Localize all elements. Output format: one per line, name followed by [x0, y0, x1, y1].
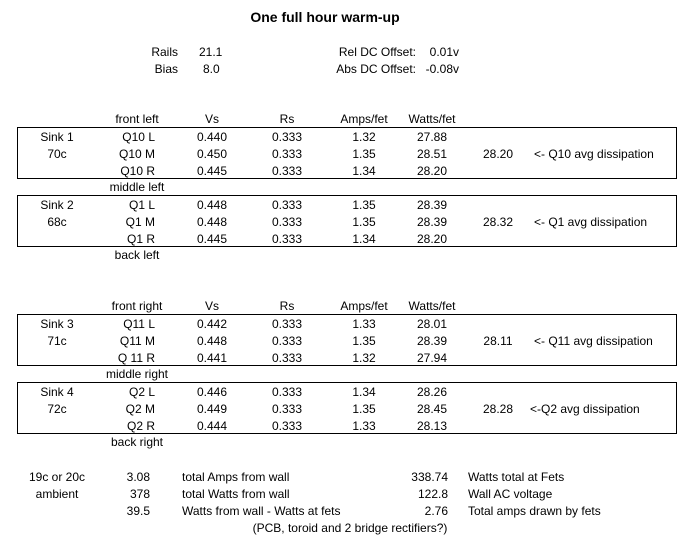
- watts-at-fets-value: 338.74: [411, 470, 448, 484]
- vs-value: 0.445: [196, 232, 228, 246]
- sink-1-avg-value: 28.20: [482, 147, 514, 161]
- sink-2-temp: 68c: [47, 215, 67, 229]
- column-header-amps: Amps/fet: [340, 112, 388, 126]
- watts-value: 28.45: [416, 402, 448, 416]
- amps-value: 1.35: [352, 215, 376, 229]
- watts-value: 28.20: [416, 164, 448, 178]
- rails-value: 21.1: [199, 45, 223, 59]
- amps-value: 1.33: [352, 317, 376, 331]
- watts-difference-value: 39.5: [126, 504, 150, 518]
- watts-value: 28.39: [416, 334, 448, 348]
- amps-value: 1.35: [352, 198, 376, 212]
- total-watts-value: 378: [129, 487, 150, 501]
- watts-value: 28.51: [416, 147, 448, 161]
- fet-label: Q2 M: [125, 402, 155, 416]
- sink-3-avg-note: <- Q11 avg dissipation: [534, 334, 653, 348]
- sink-3-name: Sink 3: [40, 317, 74, 331]
- vs-value: 0.440: [196, 130, 228, 144]
- rails-label: Rails: [151, 45, 178, 59]
- sink-1-avg-note: <- Q10 avg dissipation: [534, 147, 654, 161]
- sink-4-avg-value: 28.28: [482, 402, 514, 416]
- amps-value: 1.35: [352, 334, 376, 348]
- amps-by-fets-label: Total amps drawn by fets: [468, 504, 601, 518]
- amps-value: 1.33: [352, 419, 376, 433]
- total-amps-label: total Amps from wall: [182, 470, 290, 484]
- rs-value: 0.333: [271, 385, 303, 399]
- fet-label: Q11 M: [119, 334, 155, 348]
- sink-2-name: Sink 2: [40, 198, 74, 212]
- sink-2-avg-note: <- Q1 avg dissipation: [534, 215, 648, 229]
- rs-value: 0.333: [271, 351, 303, 365]
- position-label-back-right: back right: [110, 435, 164, 449]
- column-header-watts: Watts/fet: [408, 299, 456, 313]
- column-header-amps: Amps/fet: [340, 299, 388, 313]
- watts-value: 28.39: [416, 198, 448, 212]
- amps-value: 1.34: [352, 385, 376, 399]
- fet-label: Q10 R: [120, 164, 155, 178]
- losses-note: (PCB, toroid and 2 bridge rectifiers?): [252, 521, 448, 535]
- rs-value: 0.333: [271, 164, 303, 178]
- fet-label: Q1 R: [126, 232, 155, 246]
- sink-3-temp: 71c: [47, 334, 67, 348]
- rs-value: 0.333: [271, 419, 303, 433]
- vs-value: 0.441: [196, 351, 228, 365]
- page-title: One full hour warm-up: [250, 9, 400, 25]
- vs-value: 0.448: [196, 215, 228, 229]
- column-header-rs: Rs: [279, 112, 295, 126]
- watts-value: 27.88: [416, 130, 448, 144]
- fet-label: Q10 M: [118, 147, 155, 161]
- column-header-vs: Vs: [204, 299, 220, 313]
- column-header-rs: Rs: [279, 299, 295, 313]
- total-watts-label: total Watts from wall: [182, 487, 290, 501]
- vs-value: 0.450: [196, 147, 228, 161]
- column-header-vs: Vs: [204, 112, 220, 126]
- vs-value: 0.448: [196, 198, 228, 212]
- amps-value: 1.34: [352, 164, 376, 178]
- vs-value: 0.444: [196, 419, 228, 433]
- group-1-position-label: front left: [115, 112, 159, 126]
- watts-at-fets-label: Watts total at Fets: [468, 470, 565, 484]
- watts-value: 28.26: [416, 385, 448, 399]
- group-2-position-label: front right: [111, 299, 163, 313]
- vs-value: 0.449: [196, 402, 228, 416]
- sink-4-name: Sink 4: [40, 385, 74, 399]
- sink-1-temp: 70c: [47, 147, 67, 161]
- abs-dc-offset-value: -0.08v: [425, 62, 459, 76]
- sink-1-name: Sink 1: [40, 130, 74, 144]
- sink-4-avg-note: <-Q2 avg dissipation: [530, 402, 640, 416]
- ambient-temp-label: 19c or 20c: [28, 470, 86, 484]
- fet-label: Q10 L: [122, 130, 155, 144]
- wall-ac-voltage-value: 122.8: [417, 487, 448, 501]
- amps-value: 1.35: [352, 147, 376, 161]
- watts-value: 28.20: [416, 232, 448, 246]
- bias-value: 8.0: [203, 62, 220, 76]
- rel-dc-offset-value: 0.01v: [429, 45, 459, 59]
- abs-dc-offset-label: Abs DC Offset:: [336, 62, 416, 76]
- sink-2-avg-value: 28.32: [482, 215, 514, 229]
- amps-value: 1.35: [352, 402, 376, 416]
- rel-dc-offset-label: Rel DC Offset:: [338, 45, 416, 59]
- total-amps-value: 3.08: [126, 470, 150, 484]
- rs-value: 0.333: [271, 215, 303, 229]
- position-label-back-left: back left: [114, 248, 160, 262]
- rs-value: 0.333: [271, 232, 303, 246]
- vs-value: 0.442: [196, 317, 228, 331]
- watts-value: 28.39: [416, 215, 448, 229]
- amps-value: 1.34: [352, 232, 376, 246]
- bias-label: Bias: [154, 62, 178, 76]
- watts-value: 27.94: [416, 351, 448, 365]
- fet-label: Q1 M: [125, 215, 155, 229]
- vs-value: 0.445: [196, 164, 228, 178]
- position-label-middle-right: middle right: [105, 367, 169, 381]
- rs-value: 0.333: [271, 317, 303, 331]
- fet-label: Q2 R: [126, 419, 155, 433]
- column-header-watts: Watts/fet: [408, 112, 456, 126]
- amps-by-fets-value: 2.76: [424, 504, 448, 518]
- rs-value: 0.333: [271, 334, 303, 348]
- watts-value: 28.01: [416, 317, 448, 331]
- vs-value: 0.448: [196, 334, 228, 348]
- fet-label: Q1 L: [128, 198, 155, 212]
- sink-4-temp: 72c: [47, 402, 67, 416]
- amps-value: 1.32: [352, 130, 376, 144]
- watts-difference-label: Watts from wall - Watts at fets: [182, 504, 341, 518]
- fet-label: Q2 L: [128, 385, 155, 399]
- rs-value: 0.333: [271, 147, 303, 161]
- ambient-label: ambient: [35, 487, 79, 501]
- rs-value: 0.333: [271, 130, 303, 144]
- amps-value: 1.32: [352, 351, 376, 365]
- fet-label: Q11 L: [123, 317, 155, 331]
- wall-ac-voltage-label: Wall AC voltage: [468, 487, 553, 501]
- rs-value: 0.333: [271, 198, 303, 212]
- position-label-middle-left: middle left: [109, 180, 165, 194]
- sink-3-avg-value: 28.11: [483, 334, 513, 348]
- fet-label: Q 11 R: [117, 351, 155, 365]
- vs-value: 0.446: [196, 385, 228, 399]
- watts-value: 28.13: [416, 419, 448, 433]
- rs-value: 0.333: [271, 402, 303, 416]
